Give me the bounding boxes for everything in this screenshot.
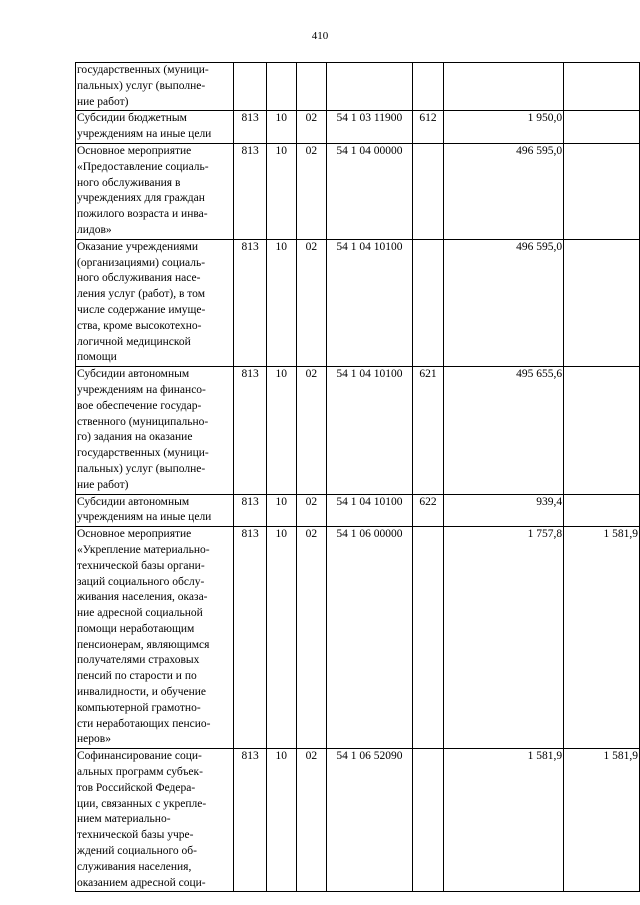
cell-name-line: «Предоставление социаль- (77, 160, 209, 173)
cell-name-line: сти неработающих пенсио- (77, 717, 211, 730)
cell-name-line: пенсий по старости и по (77, 670, 197, 683)
cell-name-line: пожилого возраста и инва- (77, 208, 208, 221)
cell-gr: 813 (234, 239, 267, 366)
cell-rz: 10 (266, 749, 296, 892)
cell-name-line: пенсионерам, являющимся (77, 638, 210, 651)
cell-name (76, 527, 234, 749)
cell-csr: 54 1 06 52090 (327, 749, 413, 892)
cell-vr: 612 (412, 111, 444, 144)
cell-name-line: Основное мероприятие (77, 528, 192, 541)
cell-name-line: ние работ) (77, 478, 129, 491)
budget-table (75, 62, 640, 892)
cell-sum-1: 496 595,0 (444, 143, 564, 239)
cell-name-line: учреждениям на иные цели (77, 128, 212, 141)
cell-name-line: Субсидии автономным (77, 495, 190, 508)
cell-name-line: заций социального обслу- (77, 575, 205, 588)
cell-sum-2 (564, 494, 640, 527)
cell-name-line: живания населения, оказа- (77, 591, 208, 604)
cell-name-line: Субсидии бюджетным (77, 112, 187, 125)
cell-name-line: ции, связанных с укрепле- (77, 797, 207, 810)
cell-name-line: Основное мероприятие (77, 144, 192, 157)
cell-gr: 813 (234, 111, 267, 144)
table-row (76, 63, 640, 111)
cell-vr (412, 143, 444, 239)
cell-gr: 813 (234, 367, 267, 494)
cell-name-line: учреждениям на иные цели (77, 511, 212, 524)
cell-name-line: помощи (77, 351, 117, 364)
cell-name-line: нием материально- (77, 813, 171, 826)
cell-name (76, 111, 234, 144)
cell-sum-2 (564, 367, 640, 494)
cell-name-line: государственных (муници- (77, 447, 209, 460)
cell-name-line: учреждениях для граждан (77, 192, 205, 205)
cell-pr: 02 (296, 749, 327, 892)
cell-name (76, 143, 234, 239)
cell-name-line: альных программ субъек- (77, 766, 203, 779)
cell-name-line: го) задания на оказание (77, 431, 193, 444)
cell-name-line: неров» (77, 733, 111, 746)
cell-vr (412, 63, 444, 111)
cell-name (76, 239, 234, 366)
cell-name-line: получателями страховых (77, 654, 200, 667)
cell-name-line: ние адресной социальной (77, 607, 203, 620)
cell-sum-2 (564, 239, 640, 366)
cell-name-line: Софинансирование соци- (77, 750, 202, 763)
cell-name-line: технической базы органи- (77, 559, 205, 572)
cell-name (76, 367, 234, 494)
cell-sum-1: 939,4 (444, 494, 564, 527)
cell-name-line: логичной медицинской (77, 335, 191, 348)
table-row (76, 111, 640, 144)
cell-name-line: Оказание учреждениями (77, 240, 199, 253)
cell-pr: 02 (296, 239, 327, 366)
cell-pr: 02 (296, 527, 327, 749)
page-number: 410 (311, 30, 329, 42)
cell-name-line: пальных) услуг (выполне- (77, 462, 206, 475)
cell-name-line: ного обслуживания в (77, 176, 181, 189)
cell-sum-2: 1 581,9 (564, 749, 640, 892)
cell-sum-1: 495 655,6 (444, 367, 564, 494)
table-row (76, 239, 640, 366)
cell-name-line: ственного (муниципально- (77, 415, 209, 428)
cell-gr (234, 63, 267, 111)
cell-name-line: «Укрепление материально- (77, 543, 210, 556)
cell-name-line: ства, кроме высокотехно- (77, 319, 202, 332)
cell-name (76, 494, 234, 527)
cell-sum-1: 1 581,9 (444, 749, 564, 892)
cell-name-line: ние работ) (77, 95, 129, 108)
cell-pr: 02 (296, 494, 327, 527)
cell-name-line: служивания населения, (77, 860, 192, 873)
cell-vr (412, 749, 444, 892)
cell-rz: 10 (266, 367, 296, 494)
cell-rz: 10 (266, 239, 296, 366)
table-row (76, 367, 640, 494)
cell-gr: 813 (234, 749, 267, 892)
cell-name-line: пальных) услуг (выполне- (77, 79, 206, 92)
cell-vr (412, 527, 444, 749)
cell-name-line: лидов» (77, 223, 112, 236)
cell-name (76, 749, 234, 892)
cell-rz: 10 (266, 111, 296, 144)
cell-vr: 621 (412, 367, 444, 494)
cell-name-line: инвалидности, и обучение (77, 686, 207, 699)
cell-rz: 10 (266, 143, 296, 239)
cell-sum-2 (564, 111, 640, 144)
table-row (76, 527, 640, 749)
cell-name (76, 63, 234, 111)
cell-csr: 54 1 04 10100 (327, 367, 413, 494)
cell-name-line: тов Российской Федера- (77, 781, 196, 794)
cell-pr: 02 (296, 143, 327, 239)
cell-gr: 813 (234, 527, 267, 749)
cell-csr: 54 1 04 00000 (327, 143, 413, 239)
cell-name-line: государственных (муници- (77, 64, 209, 76)
cell-name-line: учреждениям на финансо- (77, 383, 206, 396)
cell-rz: 10 (266, 494, 296, 527)
cell-pr (296, 63, 327, 111)
cell-name-line: ного обслуживания насе- (77, 272, 201, 285)
cell-gr: 813 (234, 494, 267, 527)
cell-name-line: помощи неработающим (77, 622, 195, 635)
cell-sum-1 (444, 63, 564, 111)
cell-pr: 02 (296, 111, 327, 144)
cell-rz: 10 (266, 527, 296, 749)
table-row (76, 143, 640, 239)
cell-rz (266, 63, 296, 111)
cell-name-line: (организациями) социаль- (77, 256, 206, 269)
budget-table-body (76, 63, 640, 892)
cell-sum-1: 1 757,8 (444, 527, 564, 749)
cell-name-line: числе содержание имуще- (77, 303, 206, 316)
cell-name-line: оказанием адресной соци- (77, 876, 206, 889)
table-row (76, 749, 640, 892)
cell-csr: 54 1 04 10100 (327, 494, 413, 527)
cell-name-line: технической базы учре- (77, 829, 194, 842)
cell-sum-1: 496 595,0 (444, 239, 564, 366)
cell-csr: 54 1 03 11900 (327, 111, 413, 144)
cell-sum-2: 1 581,9 (564, 527, 640, 749)
cell-gr: 813 (234, 143, 267, 239)
cell-name-line: ления услуг (работ), в том (77, 288, 205, 301)
cell-csr (327, 63, 413, 111)
cell-vr (412, 239, 444, 366)
table-row (76, 494, 640, 527)
cell-sum-1: 1 950,0 (444, 111, 564, 144)
cell-name-line: компьютерной грамотно- (77, 701, 201, 714)
cell-name-line: ждений социального об- (77, 845, 197, 858)
cell-csr: 54 1 04 10100 (327, 239, 413, 366)
cell-csr: 54 1 06 00000 (327, 527, 413, 749)
cell-name-line: Субсидии автономным (77, 368, 190, 381)
cell-name-line: вое обеспечение государ- (77, 399, 202, 412)
cell-sum-2 (564, 143, 640, 239)
cell-pr: 02 (296, 367, 327, 494)
cell-sum-2 (564, 63, 640, 111)
cell-vr: 622 (412, 494, 444, 527)
